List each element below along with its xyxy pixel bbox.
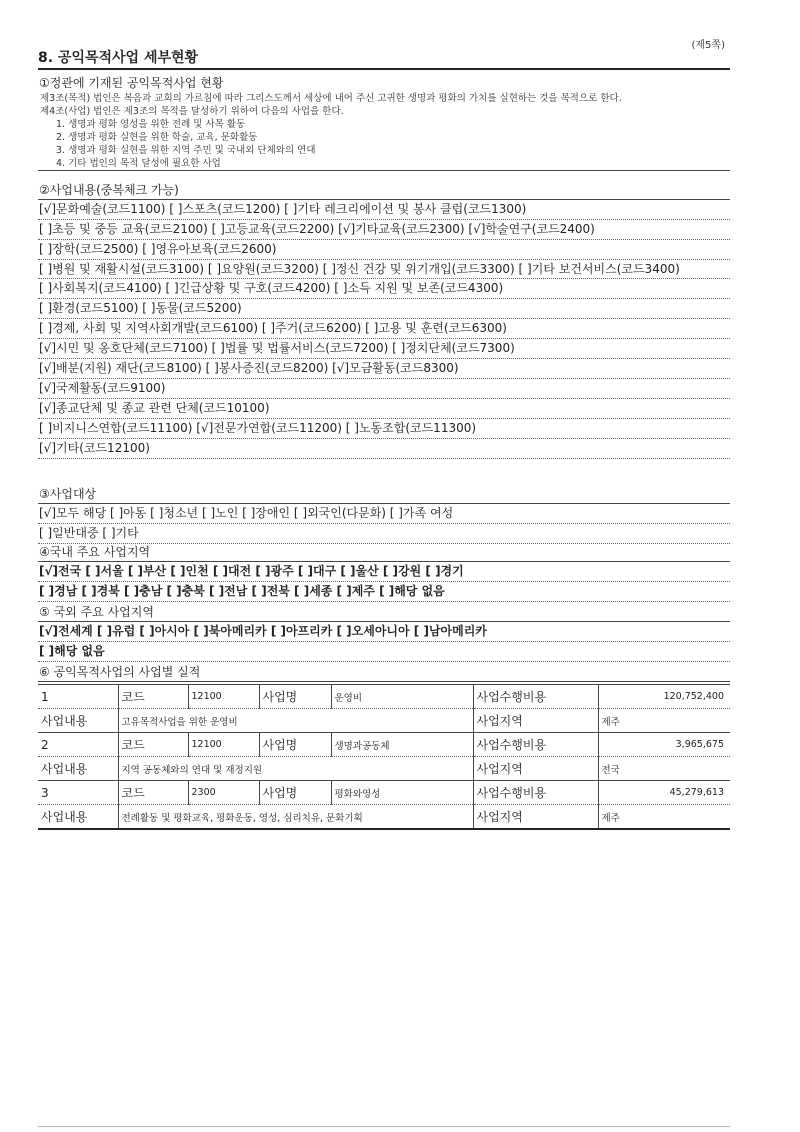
region-label: 사업지역 xyxy=(473,805,598,830)
region-value: 전국 xyxy=(598,757,730,781)
region-label: 사업지역 xyxy=(473,709,598,733)
region-value: 제주 xyxy=(598,709,730,733)
checkbox-row: [ ]비지니스연합(코드11100) [√]전문가연합(코드11200) [ ]노동조합(코드11300) xyxy=(38,419,730,439)
overseas-region-heading: ⑤ 국외 주요 사업지역 xyxy=(38,604,730,622)
checkbox-row: [√]종교단체 및 종교 관련 단체(코드10100) xyxy=(38,399,730,419)
checkbox-row: [√]기타(코드12100) xyxy=(38,439,730,459)
cost-value: 45,279,613 xyxy=(598,781,730,805)
section-title: 8. 공익목적사업 세부현황 xyxy=(38,50,730,70)
code-value: 12100 xyxy=(188,685,259,709)
checkbox-row: [√]문화예술(코드1100) [ ]스포츠(코드1200) [ ]기타 레크리에이션 및 봉사 클럽(코드1300) xyxy=(38,200,730,220)
code-label: 코드 xyxy=(118,781,188,805)
content-value: 지역 공동체와의 연대 및 재정지원 xyxy=(118,757,473,781)
content-label: 사업내용 xyxy=(38,709,118,733)
region-value: 제주 xyxy=(598,805,730,830)
checkbox-row: [√]시민 및 옹호단체(코드7100) [ ]법률 및 법률서비스(코드7200) [ ]정치단체(코드7300) xyxy=(38,339,730,359)
business-target-section xyxy=(38,486,730,544)
checkbox-row: [ ]경남 [ ]경북 [ ]충남 [ ]충북 [ ]전남 [ ]전북 [ ]세종 [ ]제주 [ ]해당 없음 xyxy=(38,582,730,602)
checkbox-row: [ ]해당 없음 xyxy=(38,642,730,662)
code-value: 12100 xyxy=(188,733,259,757)
checkbox-row: [ ]환경(코드5100) [ ]동물(코드5200) xyxy=(38,299,730,319)
checkbox-row: [ ]사회복지(코드4100) [ ]긴급상황 및 구호(코드4200) [ ]소득 지원 및 보존(코드4300) xyxy=(38,279,730,299)
name-value: 평화와영성 xyxy=(331,781,473,805)
checkbox-row: [√]배분(지원) 재단(코드8100) [ ]봉사증진(코드8200) [√]모금활동(코드8300) xyxy=(38,359,730,379)
business-item: 4. 기타 법인의 목적 달성에 필요한 사업 xyxy=(38,157,730,171)
table-row xyxy=(38,733,730,757)
table-row xyxy=(38,685,730,709)
article-purpose: 제3조(목적) 법인은 복음과 교회의 가르침에 따라 그리스도께서 세상에 내어 주신 고귀한 생명과 평화의 가치를 실현하는 것을 목적으로 한다. xyxy=(40,93,622,104)
code-label: 코드 xyxy=(118,685,188,709)
checkbox-row: [ ]일반대중 [ ]기타 xyxy=(38,524,730,544)
articles-heading: ①정관에 기재된 공익목적사업 현황 xyxy=(39,76,224,90)
content-label: 사업내용 xyxy=(38,757,118,781)
record-number: 2 xyxy=(38,733,118,757)
name-value: 운영비 xyxy=(331,685,473,709)
content-label: 사업내용 xyxy=(38,805,118,830)
articles-section xyxy=(38,75,730,171)
business-target-heading: ③사업대상 xyxy=(38,486,730,504)
checkbox-row: [√]전세계 [ ]유럽 [ ]아시아 [ ]북아메리카 [ ]아프리카 [ ]오세아니아 [ ]남아메리카 xyxy=(38,622,730,642)
checkbox-row: [ ]경제, 사회 및 지역사회개발(코드6100) [ ]주거(코드6200) [ ]고용 및 훈련(코드6300) xyxy=(38,319,730,339)
performance-table xyxy=(38,684,730,830)
cost-value: 3,965,675 xyxy=(598,733,730,757)
cost-label: 사업수행비용 xyxy=(473,733,598,757)
name-label: 사업명 xyxy=(259,685,331,709)
business-item: 1. 생명과 평화 영성을 위한 전례 및 사목 활동 xyxy=(56,119,246,130)
domestic-region-section xyxy=(38,544,730,602)
cost-label: 사업수행비용 xyxy=(473,685,598,709)
record-number: 1 xyxy=(38,685,118,709)
table-row xyxy=(38,805,730,830)
table-row xyxy=(38,709,730,733)
name-value: 생명과공동체 xyxy=(331,733,473,757)
cost-label: 사업수행비용 xyxy=(473,781,598,805)
performance-section xyxy=(38,664,730,682)
page-bottom-divider xyxy=(38,1126,730,1127)
checkbox-row: [√]전국 [ ]서울 [ ]부산 [ ]인천 [ ]대전 [ ]광주 [ ]대구 [ ]울산 [ ]강원 [ ]경기 xyxy=(38,562,730,582)
record-number: 3 xyxy=(38,781,118,805)
checkbox-row: [ ]병원 및 재활시설(코드3100) [ ]요양원(코드3200) [ ]정신 건강 및 위기개입(코드3300) [ ]기타 보건서비스(코드3400) xyxy=(38,260,730,279)
name-label: 사업명 xyxy=(259,733,331,757)
code-value: 2300 xyxy=(188,781,259,805)
business-item: 3. 생명과 평화 실현을 위한 지역 주민 및 국내외 단체와의 연대 xyxy=(56,145,316,156)
region-label: 사업지역 xyxy=(473,757,598,781)
domestic-region-heading: ④국내 주요 사업지역 xyxy=(38,544,730,562)
checkbox-row: [ ]초등 및 중등 교육(코드2100) [ ]고등교육(코드2200) [√]기타교육(코드2300) [√]학술연구(코드2400) xyxy=(38,220,730,240)
content-value: 고유목적사업을 위한 운영비 xyxy=(118,709,473,733)
business-content-section xyxy=(38,182,730,459)
business-content-heading: ②사업내용(중복체크 가능) xyxy=(38,182,730,200)
overseas-region-section xyxy=(38,604,730,662)
checkbox-row: [ ]장학(코드2500) [ ]영유아보육(코드2600) xyxy=(38,240,730,260)
content-value: 전례활동 및 평화교육, 평화운동, 영성, 심리치유, 문화기획 xyxy=(118,805,473,830)
checkbox-row: [√]국제활동(코드9100) xyxy=(38,379,730,399)
page-number: (제5쪽) xyxy=(691,40,725,51)
performance-heading: ⑥ 공익목적사업의 사업별 실적 xyxy=(38,664,730,682)
code-label: 코드 xyxy=(118,733,188,757)
name-label: 사업명 xyxy=(259,781,331,805)
cost-value: 120,752,400 xyxy=(598,685,730,709)
table-row xyxy=(38,757,730,781)
article-business: 제4조(사업) 법인은 제3조의 목적을 달성하기 위하여 다음의 사업을 한다. xyxy=(40,106,344,117)
business-item: 2. 생명과 평화 실현을 위한 학술, 교육, 문화활동 xyxy=(56,132,258,143)
checkbox-row: [√]모두 해당 [ ]아동 [ ]청소년 [ ]노인 [ ]장애인 [ ]외국인(다문화) [ ]가족 여성 xyxy=(38,504,730,524)
table-row xyxy=(38,781,730,805)
